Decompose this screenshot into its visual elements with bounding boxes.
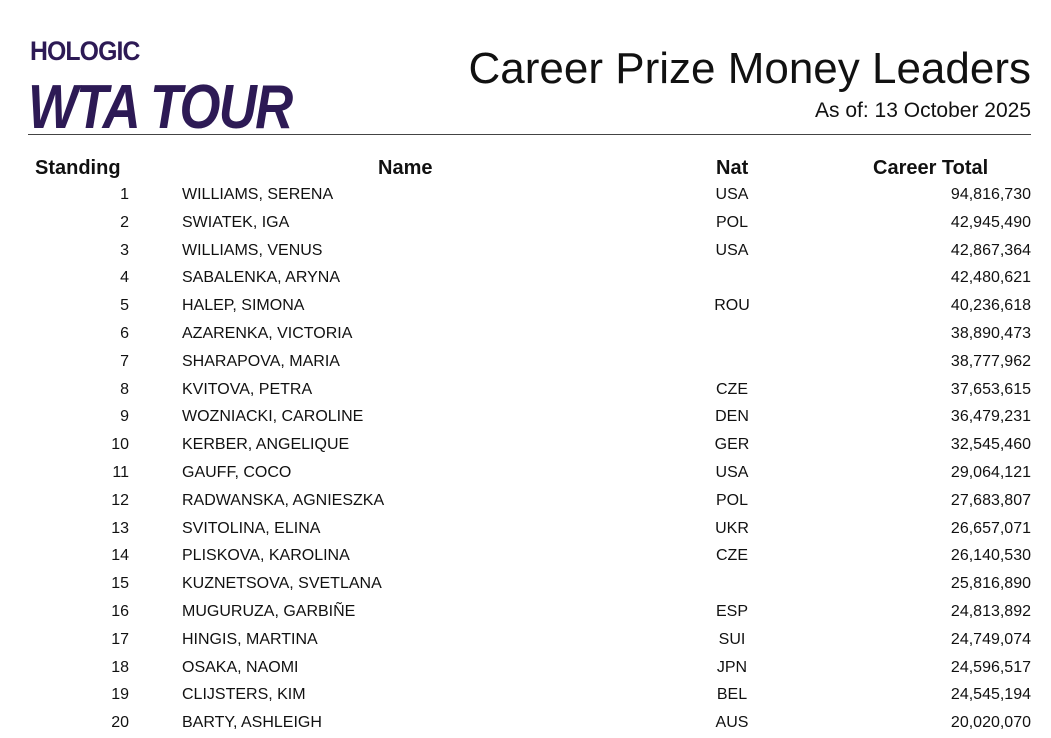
name-cell: PLISKOVA, KAROLINA (182, 547, 350, 565)
nat-cell: USA (715, 186, 749, 203)
standing-cell: 11 (112, 463, 129, 481)
nat-cell: JPN (716, 658, 748, 676)
nat-cell: GER (714, 436, 750, 454)
table-row (0, 265, 1051, 293)
header-divider (28, 134, 1031, 135)
table-row (0, 321, 1051, 349)
standing-cell: 8 (120, 380, 129, 398)
career-total-cell: 38,890,473 (950, 324, 1031, 342)
name-cell: SHARAPOVA, MARIA (182, 352, 340, 370)
name-cell: HINGIS, MARTINA (182, 630, 318, 648)
table-row (0, 516, 1051, 544)
nat-cell: POL (715, 491, 749, 509)
career-total-cell: 29,064,121 (950, 463, 1031, 481)
career-total-cell: 36,479,231 (950, 408, 1031, 426)
standing-cell: 13 (111, 519, 129, 537)
table-row (0, 488, 1051, 516)
standing-cell: 7 (120, 352, 129, 370)
name-cell: SWIATEK, IGA (182, 213, 290, 231)
nat-cell: USA (715, 241, 749, 259)
standing-cell: 19 (111, 686, 129, 704)
career-total-cell: 42,867,364 (950, 241, 1031, 259)
table-row (0, 655, 1051, 683)
name-cell: GAUFF, COCO (182, 463, 292, 481)
standing-cell: 10 (111, 436, 129, 454)
career-total-cell: 26,140,530 (950, 547, 1031, 565)
name-cell: WILLIAMS, VENUS (182, 241, 323, 259)
career-total-cell: 40,236,618 (950, 297, 1031, 315)
nat-cell: UKR (715, 519, 749, 537)
nat-cell: BEL (716, 686, 748, 704)
standing-cell: 16 (111, 602, 129, 620)
nat-cell: AUS (715, 714, 749, 732)
column-header-standing: Standing (35, 157, 121, 179)
standing-cell: 14 (111, 547, 129, 565)
career-total-cell: 24,545,194 (950, 686, 1031, 704)
standing-cell: 18 (111, 658, 129, 676)
nat-cell: ESP (715, 602, 749, 620)
career-total-cell: 32,545,460 (950, 436, 1031, 454)
name-cell: AZARENKA, VICTORIA (182, 324, 353, 342)
career-total-cell: 24,813,892 (950, 602, 1031, 620)
career-total-cell: 27,683,807 (950, 491, 1031, 509)
nat-cell: CZE (716, 547, 748, 565)
name-cell: HALEP, SIMONA (182, 297, 305, 315)
column-header-nat: Nat (716, 157, 749, 179)
standing-cell: 20 (111, 714, 129, 732)
name-cell: WOZNIACKI, CAROLINE (182, 408, 364, 426)
nat-cell: DEN (715, 408, 749, 426)
name-cell: MUGURUZA, GARBIÑE (182, 602, 356, 620)
logo-bottom-text: WTA TOUR (28, 73, 292, 142)
career-total-cell: 20,020,070 (950, 714, 1031, 732)
table-row (0, 710, 1051, 738)
career-total-cell: 25,816,890 (950, 575, 1031, 593)
nat-cell: POL (715, 213, 749, 231)
table-row (0, 682, 1051, 710)
nat-cell: USA (715, 463, 749, 481)
standing-cell: 15 (111, 575, 129, 593)
name-cell: SVITOLINA, ELINA (182, 519, 321, 537)
table-row (0, 599, 1051, 627)
table-row (0, 460, 1051, 488)
nat-cell: CZE (716, 380, 748, 398)
table-row (0, 571, 1051, 599)
standing-cell: 2 (120, 213, 129, 231)
career-total-cell: 26,657,071 (950, 519, 1031, 537)
standing-cell: 4 (120, 269, 129, 287)
standing-cell: 6 (120, 324, 129, 342)
table-row (0, 377, 1051, 405)
name-cell: OSAKA, NAOMI (182, 658, 299, 676)
name-cell: RADWANSKA, AGNIESZKA (182, 491, 385, 509)
career-total-cell: 38,777,962 (950, 352, 1031, 370)
table-row (0, 293, 1051, 321)
table-row (0, 432, 1051, 460)
nat-cell: ROU (714, 297, 750, 315)
name-cell: KERBER, ANGELIQUE (182, 436, 350, 454)
standing-cell: 3 (120, 241, 129, 259)
nat-cell: SUI (718, 630, 746, 648)
standing-cell: 12 (111, 491, 129, 509)
table-row (0, 238, 1051, 266)
standing-cell: 9 (120, 408, 129, 426)
column-header-name: Name (378, 157, 433, 179)
name-cell: WILLIAMS, SERENA (182, 186, 334, 203)
table-row (0, 349, 1051, 377)
table-row (0, 627, 1051, 655)
page-title: Career Prize Money Leaders (468, 44, 1031, 93)
name-cell: SABALENKA, ARYNA (182, 269, 340, 287)
name-cell: KUZNETSOVA, SVETLANA (182, 575, 382, 593)
career-total-cell: 42,945,490 (950, 213, 1031, 231)
table-row (0, 543, 1051, 571)
logo-top-text: HOLOGIC (30, 36, 140, 66)
table-row (0, 210, 1051, 238)
career-total-cell: 24,596,517 (950, 658, 1031, 676)
career-total-cell: 42,480,621 (950, 269, 1031, 287)
standing-cell: 5 (120, 297, 129, 315)
name-cell: KVITOVA, PETRA (182, 380, 313, 398)
standing-cell: 17 (111, 630, 129, 648)
career-total-cell: 24,749,074 (950, 630, 1031, 648)
page-subtitle: As of: 13 October 2025 (815, 99, 1031, 122)
column-header-career-total: Career Total (873, 157, 989, 179)
leaders-table (0, 182, 1051, 738)
table-row (0, 404, 1051, 432)
career-total-cell: 94,816,730 (950, 186, 1031, 203)
standing-cell: 1 (120, 186, 129, 203)
table-row (0, 182, 1051, 210)
career-total-cell: 37,653,615 (950, 380, 1031, 398)
wta-logo (28, 36, 292, 142)
name-cell: CLIJSTERS, KIM (182, 686, 306, 704)
name-cell: BARTY, ASHLEIGH (182, 714, 322, 732)
